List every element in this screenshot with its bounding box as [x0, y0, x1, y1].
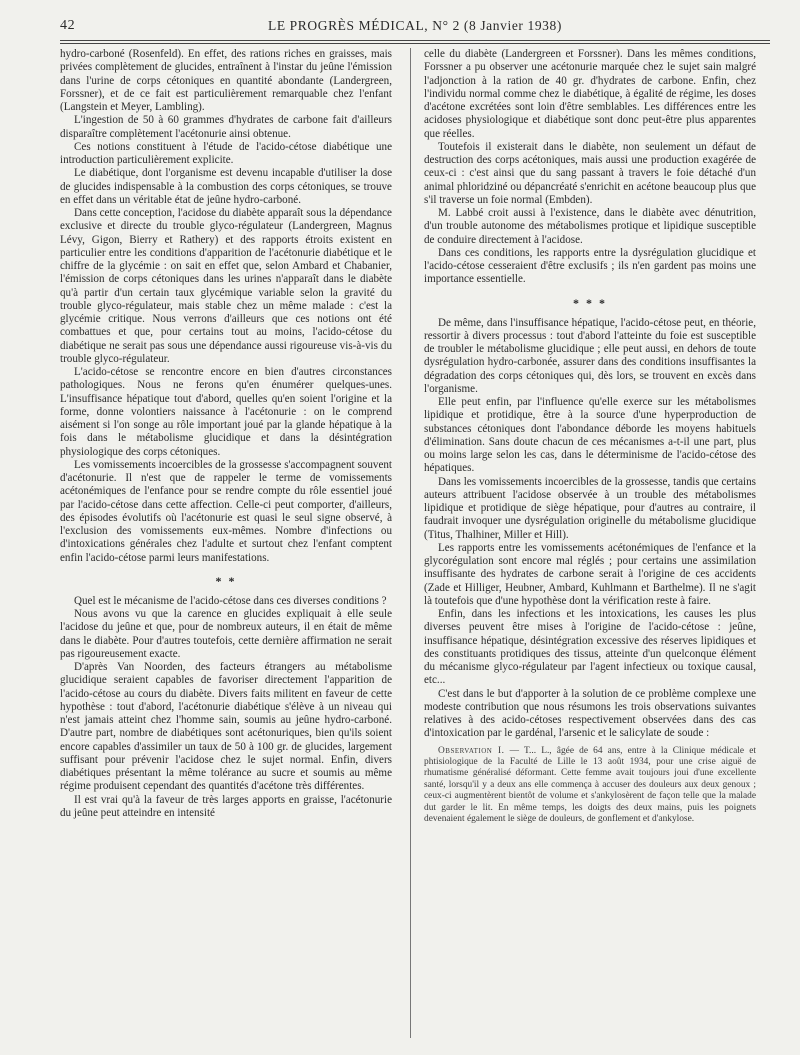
paragraph: Ces notions constituent à l'étude de l'acido-cétose diabétique une introduction particulièrement explicite.: [60, 140, 392, 166]
paragraph: Il est vrai qu'à la faveur de très larges apports en graisse, l'acétonurie du jeûne peut atteindre en intensité: [60, 793, 392, 819]
paragraph: Elle peut enfin, par l'influence qu'elle exerce sur les métabolismes lipidique et protidique, être à la source d'une hyperproduction de substances cétoniques dont l'abondance déborde les moyens habituels d'élimination. Sans doute chacun de ces mécanismes a-t-il une part, plus ou moins large selon les cas, dans le déterminisme de l'acido-cétose des hépatiques.: [424, 396, 756, 475]
observation-note: [424, 746, 756, 826]
running-title: LE PROGRÈS MÉDICAL, N° 2 (8 Janvier 1938): [268, 18, 562, 33]
paragraph: Toutefois il existerait dans le diabète, non seulement un défaut de destruction des corps acétoniques, mais aussi une production exagérée de ceux-ci : c'est ainsi que du sang passant à travers le foie détaché d'un animal phloridziné ou dépancréaté s'enrichit en acétone beaucoup plus que s'il traverse un foie normal (Embden).: [424, 140, 756, 206]
paragraph: Nous avons vu que la carence en glucides expliquait à elle seule l'acidose du jeûne et que, pour de nombreux auteurs, il en était de même dans le diabète. Pour d'autres toutefois, cette dernière affirmation ne serait pas rigoureusement exacte.: [60, 608, 392, 660]
paragraph: hydro-carboné (Rosenfeld). En effet, des rations riches en graisses, mais privées complètement de glucides, entraînent à l'instar du jeûne l'émission dans l'urine de corps cétoniques en quantité abondante (Landergreen, Forssner), et de ce fait est particulièrement remarquable chez l'enfant (Langstein et Meyer, Lambling).: [60, 48, 392, 113]
section-separator: * *: [215, 573, 237, 588]
paragraph: Dans ces conditions, les rapports entre la dysrégulation glucidique et l'acido-cétose cesseraient d'être exclusifs ; ils n'en gardent pas moins une importance essentielle.: [424, 246, 756, 286]
paragraph: De même, dans l'insuffisance hépatique, l'acido-cétose peut, en théorie, ressortir à divers processus : tout d'abord l'atteinte du foie est susceptible de troubler le métabolisme glucidique ; elle peut aussi, en dehors de toute dysrégulation hydro-carbonée, assurer dans des conditions insuffisantes la dégradation des corps cétoniques qui, dès lors, se trouvent en excès dans l'organisme.: [424, 316, 756, 395]
paragraph: Dans les vomissements incoercibles de la grossesse, tandis que certains auteurs attribuent l'acidose observée à un trouble des métabolismes lipidique et protidique de siège hépatique, pour d'autres au contraire, il faudrait invoquer une dysrégulation originelle du métabolisme glucidique (Titus, Thalhiner, Miller et Hill).: [424, 475, 756, 541]
left-column: [60, 48, 392, 1048]
page-number: 42: [60, 18, 76, 33]
column-divider: [410, 48, 411, 1038]
paragraph: Quel est le mécanisme de l'acido-cétose dans ces diverses conditions ?: [74, 594, 387, 607]
paragraph: Le diabétique, dont l'organisme est devenu incapable d'utiliser la dose de glucides indispensable à la combustion des corps cétoniques, se trouve en effet dans un véritable état de jeûne hydro-carboné.: [60, 167, 392, 206]
paragraph: Les rapports entre les vomissements acétonémiques de l'enfance et la glycorégulation sont encore mal réglés ; pour certains une assimilation insuffisante des hydrates de carbone serait à l'origine de ces accidents (Zade et Hilliger, Heubner, Ambard, Kuhlmann et Barthelme). Il ne s'agit là toutefois que d'une hypothèse dont la vérification reste à faire.: [424, 541, 756, 607]
right-column: [424, 48, 756, 1048]
observation-label: Observation I.: [438, 745, 505, 756]
paragraph: D'après Van Noorden, des facteurs étrangers au métabolisme glucidique seraient capables de favoriser directement l'apparition de l'acido-cétose au cours du diabète. Divers faits militent en faveur de cette hypothèse : tout d'abord, l'acétonurie diabétique s'élève à un niveau qui n'est jamais atteint chez l'homme sain, soumis au jeûne hydro-carboné. D'autre part, nombre de diabétiques sont acétonuriques, bien qu'ils soient encore capables d'assimiler un taux de 50 à 100 gr. de glucides, largement suffisant pour prévenir l'acidose chez le sujet normal. Enfin, divers diabétiques présentant la même tolérance au sucre et soumis au même régime produisent cependant des quantités d'acétone très différentes.: [60, 661, 392, 793]
header-rule: [60, 40, 770, 44]
paragraph: L'acido-cétose se rencontre encore en bien d'autres circonstances pathologiques. Nous ne ferons qu'en énumérer quelques-unes. L'insuffisance hépatique tout d'abord, quelles qu'en soient l'origine et la forme, donne volontiers naissance à l'acétonurie : on le comprend aisément si l'on songe au rôle important joué par la glande hépatique à la fois dans le métabolisme glucidique et dans la désintégration physiologique des corps cétoniques.: [60, 366, 392, 458]
paragraph: Enfin, dans les infections et les intoxications, les causes les plus diverses peuvent être mises à l'origine de l'acido-cétose : jeûne, insuffisance hépatique, désintégration excessive des réserves lipidiques et des constituants protidiques des tissus, atteinte d'un quelconque élément du mécanisme glyco-régulateur par l'agent infectieux ou toxique causal, etc...: [424, 608, 756, 687]
observation-text: — T... L., âgée de 64 ans, entre à la Clinique médicale et phtisiologique de la Faculté de Lille le 13 août 1934, pour une crise aiguë de rhumatisme généralisé déformant. Cette femme avait toujours joui d'une excellente santé, lorsqu'il y a deux ans elle commença à accuser des douleurs aux deux genoux ; ceux-ci augmentèrent bientôt de volume et s'ankylosèrent de façon telle que la malade dut garder le lit. En même temps, les doigts des deux mains, puis les poignets devenaient également le siège de douleurs, de gonflement et d'ankylose.: [424, 745, 756, 824]
paragraph: celle du diabète (Landergreen et Forssner). Dans les mêmes conditions, Forssner a pu observer une acétonurie marquée chez le sujet sain malgré l'adjonction à la ration de 40 gr. d'hydrates de carbone. Enfin, chez l'individu normal comme chez le diabétique, à égalité de régime, les doses d'acétone excrétées sont loin d'être semblables. Les différences entre les acidoses physiologique et diabétique sont donc peut-être plus apparentes que réelles.: [424, 48, 756, 140]
paragraph: C'est dans le but d'apporter à la solution de ce problème complexe une modeste contribution que nous résumons les trois observations suivantes relatives à des acido-cétoses respectivement observées dans des cas d'intoxication par le gardénal, l'arsenic et le salicylate de soude :: [424, 687, 756, 740]
paragraph: M. Labbé croit aussi à l'existence, dans le diabète avec dénutrition, d'un trouble autonome des métabolismes protique et lipidique susceptible de conduire directement à l'acidose.: [424, 207, 756, 246]
paragraph: L'ingestion de 50 à 60 grammes d'hydrates de carbone fait d'ailleurs disparaître complètement l'acétonurie ainsi obtenue.: [60, 114, 392, 140]
section-separator: * * *: [573, 295, 607, 310]
paragraph: Les vomissements incoercibles de la grossesse s'accompagnent souvent d'acétonurie. Il n'est que de rappeler le terme de vomissements acétonémiques de l'enfance pour se rendre compte du rôle essentiel joué par l'acido-cétose dans cette affection. Celle-ci peut comporter, d'ailleurs, des épisodes évolutifs où l'acétonurie est quasi le seul signe observé, à l'exclusion des vomissements eux-mêmes. Nombre d'infections ou d'intoxications générales chez l'adulte et surtout chez l'enfant comptent enfin l'acido-cétose parmi leurs manifestations.: [60, 458, 392, 564]
page-header: [60, 14, 770, 36]
paragraph: Dans cette conception, l'acidose du diabète apparaît sous la dépendance exclusive et directe du trouble glyco-régulateur (Landergreen, Magnus Lévy, Gigon, Bierry et Rathery) et des rapports étroits existent en particulier entre les conditions d'apparition de l'acétonurie diabétique et le chiffre de la glycémie : on sait en effet que, selon Ambard et Chabanier, l'émission de corps cétoniques dans les urines n'apparaît dans le diabète qu'à partir d'un certain taux glycémique variable selon la gravité du trouble glyco-régulateur, mais stable chez un même malade : c'est la glycémie critique. Nous verrons d'ailleurs que ces notions ont été combattues et que, pour certains tout au moins, l'acido-cétose du diabétique ne serait pas sous une dépendance aussi rigoureuse vis-à-vis du trouble glyco-régulateur.: [60, 207, 392, 365]
